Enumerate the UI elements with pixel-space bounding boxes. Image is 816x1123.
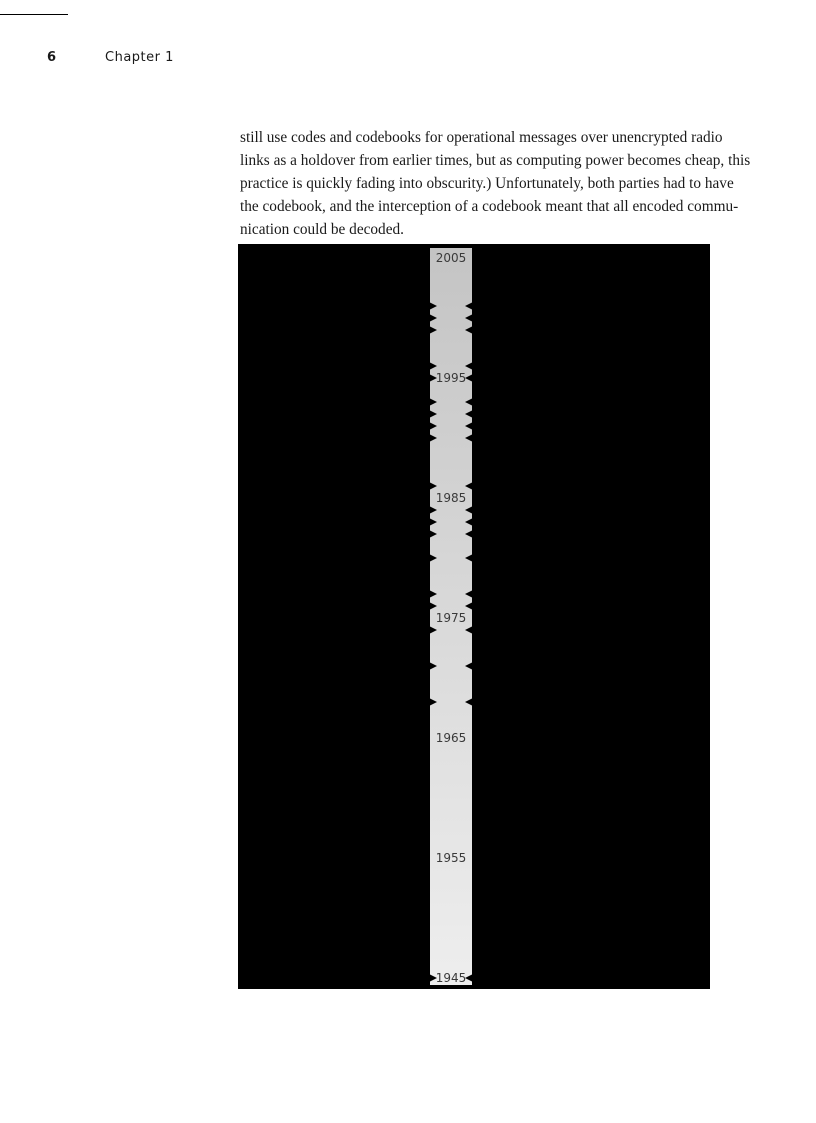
chapter-label: Chapter 1 bbox=[105, 50, 174, 65]
tick-label-1965: 1965 bbox=[435, 731, 467, 745]
body-line: still use codes and codebooks for operational messages over unencrypted radio bbox=[240, 129, 723, 146]
body-line: links as a holdover from earlier times, but as computing power becomes cheap, this bbox=[240, 152, 751, 169]
page-number: 6 bbox=[47, 50, 57, 65]
tick-label-1975: 1975 bbox=[435, 611, 467, 625]
tick-label-1995: 1995 bbox=[435, 371, 467, 385]
header-rule bbox=[0, 14, 68, 15]
body-line: practice is quickly fading into obscurity.) Unfortunately, both parties had to have bbox=[240, 175, 734, 192]
body-line: the codebook, and the interception of a codebook meant that all encoded commu- bbox=[240, 198, 739, 215]
timeline-figure bbox=[238, 244, 710, 989]
tick-label-1945: 1945 bbox=[435, 971, 467, 985]
body-line: nication could be decoded. bbox=[240, 221, 404, 238]
body-paragraph bbox=[240, 126, 751, 241]
tick-label-1985: 1985 bbox=[435, 491, 467, 505]
timeline-chart bbox=[238, 244, 710, 989]
tick-label-1955: 1955 bbox=[435, 851, 467, 865]
tick-label-2005: 2005 bbox=[435, 251, 467, 265]
